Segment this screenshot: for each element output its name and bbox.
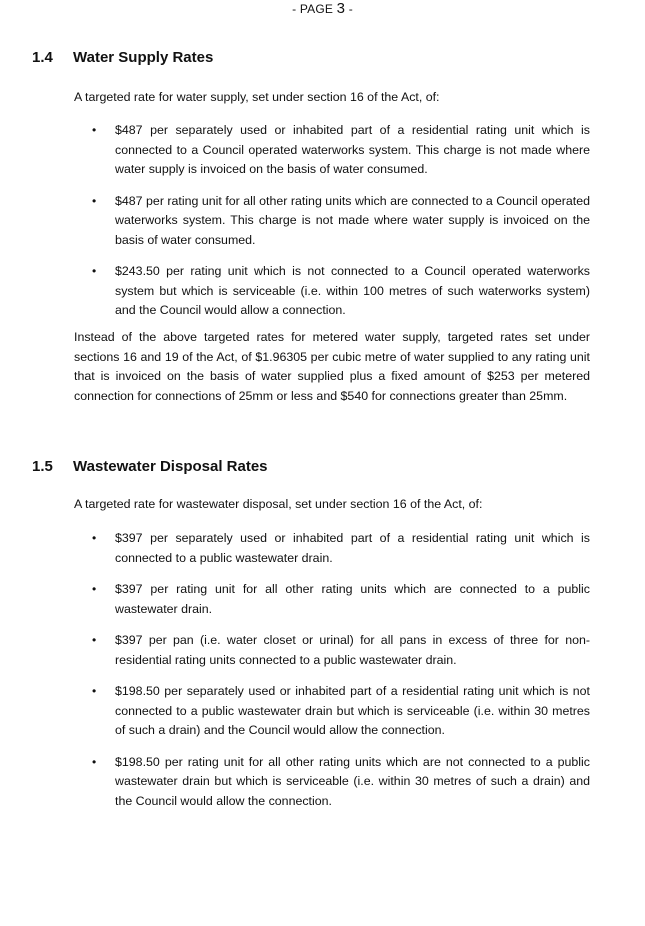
wastewater-rate-list (74, 529, 590, 823)
section-title: Wastewater Disposal Rates (73, 458, 268, 475)
list-item-text: $397 per separately used or inhabited part of a residential rating unit which is connected to a public wastewater drain. (115, 531, 590, 565)
list-item-text: $397 per pan (i.e. water closet or urinal) for all pans in excess of three for non-residential rating units connected to a public wastewater drain. (115, 633, 590, 667)
list-item-text: $198.50 per rating unit for all other rating units which are not connected to a public wastewater drain but which is serviceable (i.e. within 30 metres of such a drain) and the Council would allow the connection. (115, 754, 590, 808)
list-item (74, 753, 590, 812)
bullet-icon: • (92, 264, 97, 278)
list-item-text: $198.50 per separately used or inhabited part of a residential rating unit which is not connected to a public wastewater drain but which is serviceable (i.e. within 30 metres of such a drain) and the Council would allow the connection. (115, 684, 590, 737)
list-item-text: $243.50 per rating unit which is not connected to a Council operated waterworks system but which is serviceable (i.e. within 100 metres of such waterworks system) and the Council would allow a connection. (115, 264, 590, 317)
section-heading-water-supply (32, 48, 213, 68)
list-item (74, 631, 590, 670)
section-heading-wastewater (32, 457, 268, 477)
metered-water-paragraph: Instead of the above targeted rates for metered water supply, targeted rates set under sections 16 and 19 of the Act, of $1.96305 per cubic metre of water supplied to any rating unit that is invoiced on the basis of water supplied plus a fixed amount of $253 per metered connection for connections of 25mm or less and $540 for connections greater than 25mm. (74, 330, 590, 403)
water-supply-rate-list (74, 121, 590, 333)
bullet-icon: • (92, 123, 97, 137)
page-header-prefix: - PAGE (292, 2, 337, 16)
section-intro: A targeted rate for wastewater disposal, set under section 16 of the Act, of: (74, 497, 483, 511)
page-number: 3 (336, 0, 346, 17)
bullet-icon: • (92, 531, 97, 545)
list-item (74, 580, 590, 619)
bullet-icon: • (92, 582, 97, 596)
section-intro: A targeted rate for water supply, set under section 16 of the Act, of: (74, 90, 440, 104)
page-header (0, 0, 645, 18)
list-item (74, 121, 590, 180)
list-item-text: $487 per separately used or inhabited part of a residential rating unit which is connected to a Council operated waterworks system. This charge is not made where water supply is invoiced on the basis of water consumed. (115, 123, 590, 176)
list-item-text: $487 per rating unit for all other rating units which are connected to a Council operated waterworks system. This charge is not made where water supply is invoiced on the basis of water consumed. (115, 193, 590, 247)
section-number: 1.5 (32, 458, 53, 475)
list-item (74, 682, 590, 741)
bullet-icon: • (92, 633, 97, 647)
bullet-icon: • (92, 193, 97, 208)
list-item (74, 192, 590, 251)
section-number: 1.4 (32, 49, 53, 66)
bullet-icon: • (92, 684, 97, 698)
page-header-suffix: - (345, 2, 353, 16)
list-item (74, 529, 590, 568)
bullet-icon: • (92, 754, 97, 769)
list-item-text: $397 per rating unit for all other rating units which are connected to a public wastewater drain. (115, 582, 590, 616)
section-title: Water Supply Rates (73, 49, 214, 66)
list-item (74, 262, 590, 321)
